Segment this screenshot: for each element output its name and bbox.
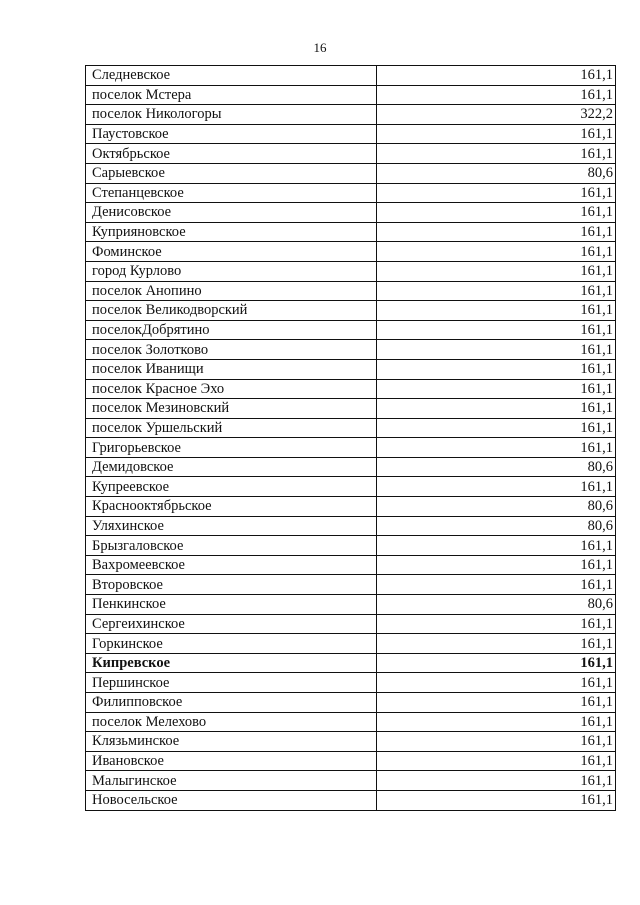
table-row bbox=[86, 497, 616, 517]
municipality-name-cell: Следневское bbox=[86, 66, 377, 86]
amount-cell: 161,1 bbox=[377, 144, 616, 164]
amount-cell: 161,1 bbox=[377, 536, 616, 556]
table-body bbox=[86, 66, 616, 811]
amount-cell: 161,1 bbox=[377, 614, 616, 634]
municipality-name-cell: Второвское bbox=[86, 575, 377, 595]
table-row bbox=[86, 790, 616, 810]
table-row bbox=[86, 575, 616, 595]
amount-cell: 161,1 bbox=[377, 399, 616, 419]
table-row bbox=[86, 399, 616, 419]
municipality-name-cell: Першинское bbox=[86, 673, 377, 693]
table-row bbox=[86, 516, 616, 536]
municipality-name-cell: поселок Иванищи bbox=[86, 359, 377, 379]
allocation-table bbox=[85, 65, 616, 811]
municipality-name-cell: Малыгинское bbox=[86, 771, 377, 791]
amount-cell: 161,1 bbox=[377, 653, 616, 673]
table-row bbox=[86, 222, 616, 242]
amount-cell: 161,1 bbox=[377, 438, 616, 458]
amount-cell: 161,1 bbox=[377, 477, 616, 497]
amount-cell: 161,1 bbox=[377, 575, 616, 595]
table-row bbox=[86, 595, 616, 615]
amount-cell: 161,1 bbox=[377, 124, 616, 144]
amount-cell: 80,6 bbox=[377, 163, 616, 183]
table-row bbox=[86, 712, 616, 732]
table-row bbox=[86, 301, 616, 321]
table-row bbox=[86, 751, 616, 771]
amount-cell: 161,1 bbox=[377, 301, 616, 321]
table-row bbox=[86, 438, 616, 458]
table-row bbox=[86, 85, 616, 105]
municipality-name-cell: Фоминское bbox=[86, 242, 377, 262]
municipality-name-cell: поселок Мелехово bbox=[86, 712, 377, 732]
amount-cell: 161,1 bbox=[377, 790, 616, 810]
municipality-name-cell: поселок Мстера bbox=[86, 85, 377, 105]
amount-cell: 161,1 bbox=[377, 732, 616, 752]
municipality-name-cell: Куприяновское bbox=[86, 222, 377, 242]
municipality-name-cell: Краснооктябрьское bbox=[86, 497, 377, 517]
table-row bbox=[86, 242, 616, 262]
amount-cell: 161,1 bbox=[377, 242, 616, 262]
municipality-name-cell: поселок Красное Эхо bbox=[86, 379, 377, 399]
amount-cell: 161,1 bbox=[377, 85, 616, 105]
amount-cell: 161,1 bbox=[377, 693, 616, 713]
table-row bbox=[86, 673, 616, 693]
municipality-name-cell: поселокДобрятино bbox=[86, 320, 377, 340]
amount-cell: 161,1 bbox=[377, 418, 616, 438]
municipality-name-cell: Степанцевское bbox=[86, 183, 377, 203]
municipality-name-cell: город Курлово bbox=[86, 261, 377, 281]
amount-cell: 161,1 bbox=[377, 771, 616, 791]
table-row bbox=[86, 320, 616, 340]
table-row bbox=[86, 379, 616, 399]
amount-cell: 322,2 bbox=[377, 105, 616, 125]
amount-cell: 161,1 bbox=[377, 183, 616, 203]
amount-cell: 80,6 bbox=[377, 457, 616, 477]
table-row bbox=[86, 457, 616, 477]
municipality-name-cell: поселок Никологоры bbox=[86, 105, 377, 125]
amount-cell: 80,6 bbox=[377, 595, 616, 615]
municipality-name-cell: Денисовское bbox=[86, 203, 377, 223]
table-row bbox=[86, 693, 616, 713]
municipality-name-cell: Новосельское bbox=[86, 790, 377, 810]
table-row bbox=[86, 771, 616, 791]
municipality-name-cell: поселок Уршельский bbox=[86, 418, 377, 438]
municipality-name-cell: поселок Анопино bbox=[86, 281, 377, 301]
table-row bbox=[86, 555, 616, 575]
municipality-name-cell: Филипповское bbox=[86, 693, 377, 713]
table-row bbox=[86, 281, 616, 301]
table-row bbox=[86, 261, 616, 281]
municipality-name-cell: Купреевское bbox=[86, 477, 377, 497]
municipality-name-cell: Ивановское bbox=[86, 751, 377, 771]
amount-cell: 161,1 bbox=[377, 379, 616, 399]
amount-cell: 161,1 bbox=[377, 261, 616, 281]
table-row bbox=[86, 203, 616, 223]
municipality-name-cell: Григорьевское bbox=[86, 438, 377, 458]
amount-cell: 161,1 bbox=[377, 751, 616, 771]
municipality-name-cell: поселок Золотково bbox=[86, 340, 377, 360]
amount-cell: 161,1 bbox=[377, 281, 616, 301]
amount-cell: 161,1 bbox=[377, 340, 616, 360]
municipality-name-cell: Кипревское bbox=[86, 653, 377, 673]
municipality-name-cell: Уляхинское bbox=[86, 516, 377, 536]
amount-cell: 161,1 bbox=[377, 673, 616, 693]
table-row bbox=[86, 732, 616, 752]
table-row bbox=[86, 418, 616, 438]
amount-cell: 161,1 bbox=[377, 203, 616, 223]
municipality-name-cell: Брызгаловское bbox=[86, 536, 377, 556]
municipality-name-cell: Вахромеевское bbox=[86, 555, 377, 575]
table-row bbox=[86, 183, 616, 203]
table-row bbox=[86, 105, 616, 125]
table-row bbox=[86, 536, 616, 556]
table-row bbox=[86, 477, 616, 497]
amount-cell: 80,6 bbox=[377, 516, 616, 536]
municipality-name-cell: Клязьминское bbox=[86, 732, 377, 752]
amount-cell: 161,1 bbox=[377, 222, 616, 242]
municipality-name-cell: Горкинское bbox=[86, 634, 377, 654]
table-row bbox=[86, 144, 616, 164]
amount-cell: 161,1 bbox=[377, 66, 616, 86]
municipality-name-cell: Сергеихинское bbox=[86, 614, 377, 634]
municipality-name-cell: Пенкинское bbox=[86, 595, 377, 615]
amount-cell: 161,1 bbox=[377, 712, 616, 732]
municipality-name-cell: поселок Мезиновский bbox=[86, 399, 377, 419]
municipality-name-cell: Октябрьское bbox=[86, 144, 377, 164]
municipality-name-cell: Паустовское bbox=[86, 124, 377, 144]
table-row bbox=[86, 163, 616, 183]
amount-cell: 80,6 bbox=[377, 497, 616, 517]
table-row bbox=[86, 359, 616, 379]
amount-cell: 161,1 bbox=[377, 555, 616, 575]
amount-cell: 161,1 bbox=[377, 320, 616, 340]
table-row bbox=[86, 66, 616, 86]
table-row bbox=[86, 653, 616, 673]
amount-cell: 161,1 bbox=[377, 359, 616, 379]
table-row bbox=[86, 634, 616, 654]
municipality-name-cell: Демидовское bbox=[86, 457, 377, 477]
table-row bbox=[86, 124, 616, 144]
municipality-name-cell: Сарыевское bbox=[86, 163, 377, 183]
municipality-name-cell: поселок Великодворский bbox=[86, 301, 377, 321]
amount-cell: 161,1 bbox=[377, 634, 616, 654]
table-row bbox=[86, 614, 616, 634]
table-row bbox=[86, 340, 616, 360]
page-number: 16 bbox=[313, 40, 327, 55]
